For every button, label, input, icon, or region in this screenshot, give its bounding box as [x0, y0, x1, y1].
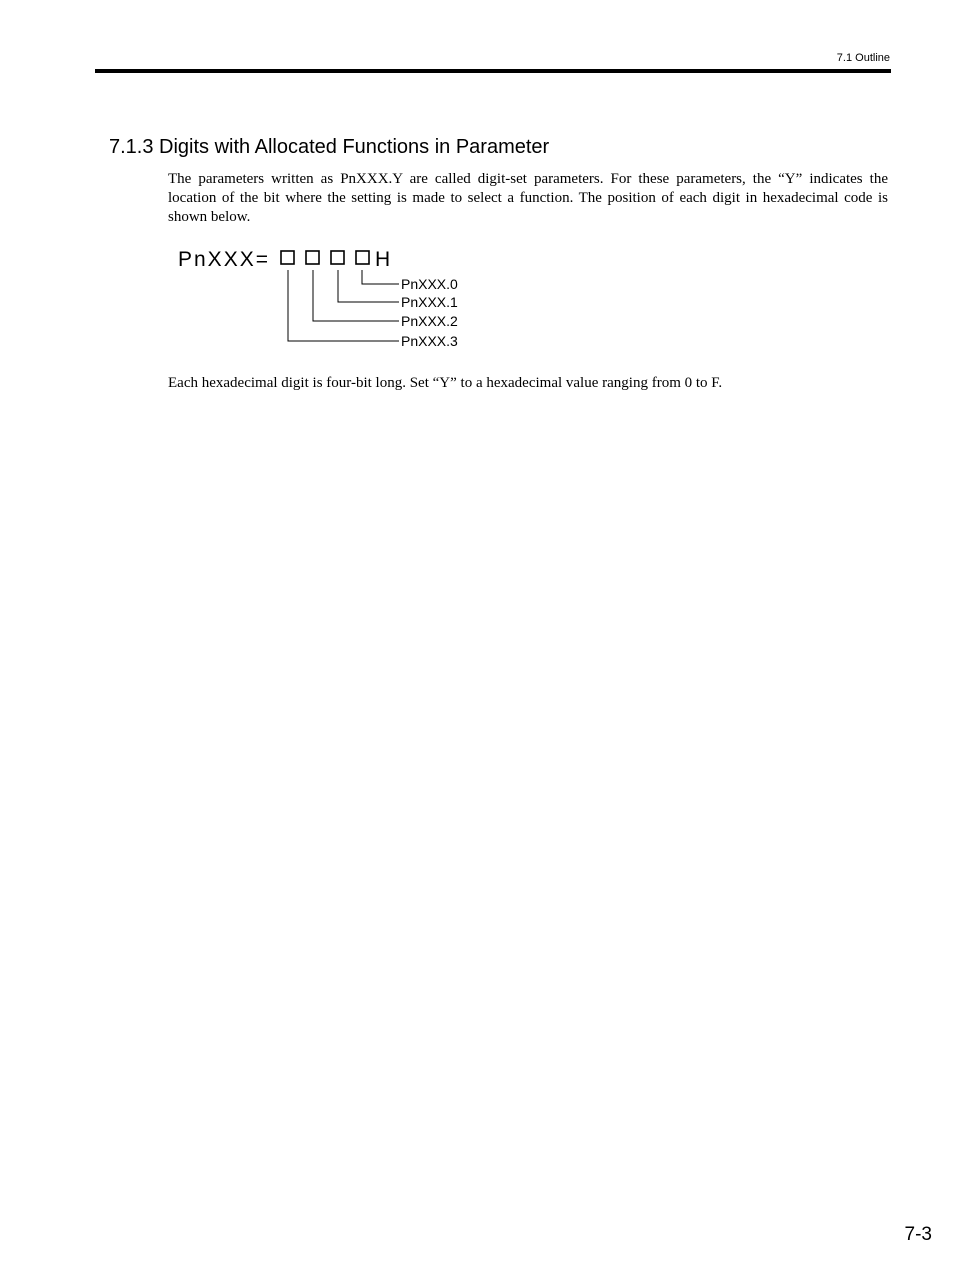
formula-prefix: PnXXX= — [178, 248, 270, 271]
running-header: 7.1 Outline — [836, 52, 890, 64]
digit-label-3: PnXXX.3 — [401, 333, 458, 349]
digit-label-0: PnXXX.0 — [401, 276, 458, 292]
leader-line-0 — [362, 270, 399, 284]
digit-label-2: PnXXX.2 — [401, 313, 458, 329]
formula-suffix: H — [375, 248, 393, 271]
digit-box-2 — [306, 251, 319, 264]
section-title: 7.1.3 Digits with Allocated Functions in Parameter — [109, 136, 550, 158]
closing-paragraph: Each hexadecimal digit is four-bit long. Set “Y” to a hexadecimal value ranging from 0 to F. — [168, 375, 723, 391]
digit-label-1: PnXXX.1 — [401, 294, 458, 310]
digit-position-diagram — [0, 0, 954, 370]
digit-box-0 — [356, 251, 369, 264]
digit-box-3 — [281, 251, 294, 264]
digit-box-1 — [331, 251, 344, 264]
leader-line-3 — [288, 270, 399, 341]
leader-line-2 — [313, 270, 399, 321]
page-number: 7-3 — [904, 1224, 932, 1245]
intro-paragraph: The parameters written as PnXXX.Y are called digit-set parameters. For these parameters, the “Y” indicates the location of the bit where the setting is made to select a function. The position of each digit in hexadecimal code is shown below. — [168, 171, 888, 225]
leader-line-1 — [338, 270, 399, 302]
